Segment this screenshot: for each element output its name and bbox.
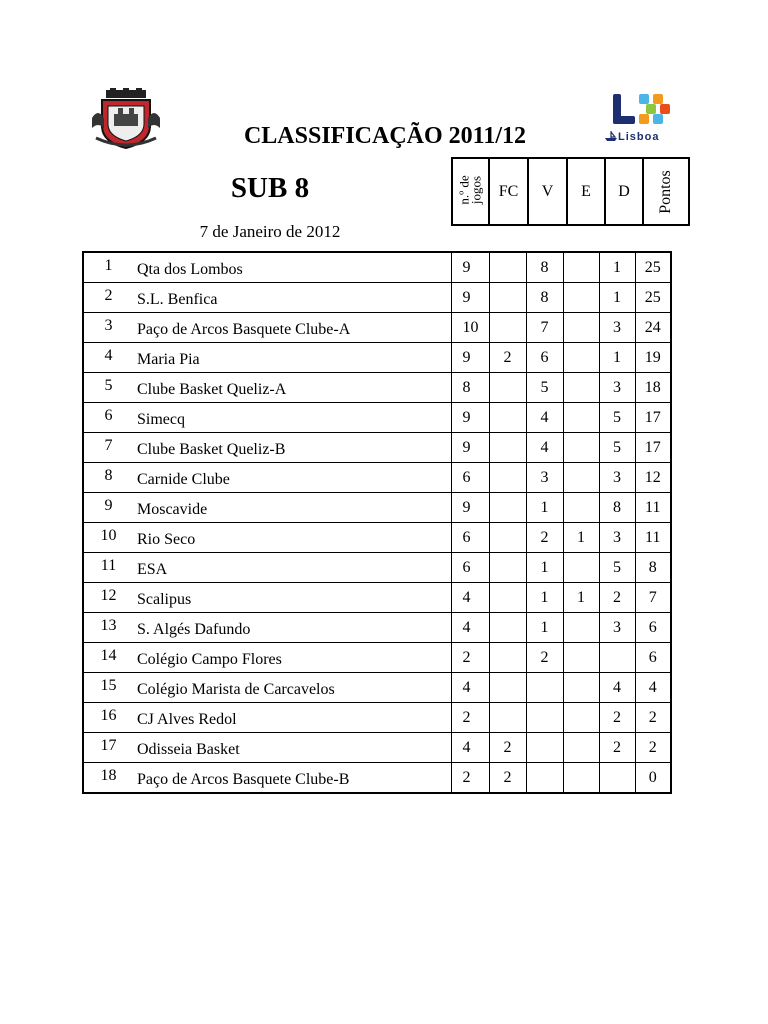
row-d-cell: 1 bbox=[599, 343, 635, 373]
row-position-cell: 11 bbox=[83, 553, 133, 583]
row-fc-cell: 2 bbox=[489, 733, 526, 763]
row-games-cell: 9 bbox=[451, 252, 489, 283]
header-points-label: Pontos bbox=[656, 169, 674, 214]
row-fc-cell bbox=[489, 433, 526, 463]
row-points-cell: 19 bbox=[635, 343, 671, 373]
lisboa-logo-text: Lisboa bbox=[618, 131, 660, 143]
row-fc-cell bbox=[489, 613, 526, 643]
row-team-cell: Odisseia Basket bbox=[133, 733, 451, 763]
lisboa-logo-label bbox=[604, 131, 684, 147]
row-games-cell: 9 bbox=[451, 343, 489, 373]
row-games-cell: 2 bbox=[451, 703, 489, 733]
row-games-cell: 4 bbox=[451, 583, 489, 613]
row-points-cell: 25 bbox=[635, 283, 671, 313]
table-row bbox=[83, 703, 671, 733]
row-games-cell: 6 bbox=[451, 523, 489, 553]
row-e-cell bbox=[563, 283, 599, 313]
row-d-cell: 2 bbox=[599, 583, 635, 613]
row-d-cell: 2 bbox=[599, 703, 635, 733]
row-fc-cell bbox=[489, 703, 526, 733]
table-row bbox=[83, 463, 671, 493]
row-fc-cell bbox=[489, 252, 526, 283]
row-e-cell bbox=[563, 703, 599, 733]
row-team-cell: Colégio Campo Flores bbox=[133, 643, 451, 673]
row-e-cell bbox=[563, 643, 599, 673]
row-position-cell: 13 bbox=[83, 613, 133, 643]
row-team-cell: Maria Pia bbox=[133, 343, 451, 373]
table-row bbox=[83, 553, 671, 583]
row-team-cell: Paço de Arcos Basquete Clube-A bbox=[133, 313, 451, 343]
row-position-cell: 3 bbox=[83, 313, 133, 343]
row-e-cell bbox=[563, 403, 599, 433]
row-d-cell: 8 bbox=[599, 493, 635, 523]
row-d-cell: 3 bbox=[599, 613, 635, 643]
row-position-cell: 5 bbox=[83, 373, 133, 403]
row-v-cell: 1 bbox=[526, 493, 563, 523]
row-games-cell: 9 bbox=[451, 433, 489, 463]
row-v-cell: 3 bbox=[526, 463, 563, 493]
row-points-cell: 6 bbox=[635, 613, 671, 643]
row-games-cell: 4 bbox=[451, 673, 489, 703]
row-points-cell: 8 bbox=[635, 553, 671, 583]
row-fc-cell bbox=[489, 643, 526, 673]
row-position-cell: 1 bbox=[83, 252, 133, 283]
table-row bbox=[83, 313, 671, 343]
row-team-cell: Carnide Clube bbox=[133, 463, 451, 493]
row-position-cell: 7 bbox=[83, 433, 133, 463]
row-fc-cell: 2 bbox=[489, 343, 526, 373]
row-v-cell: 6 bbox=[526, 343, 563, 373]
row-team-cell: Simecq bbox=[133, 403, 451, 433]
row-e-cell: 1 bbox=[563, 523, 599, 553]
row-d-cell: 5 bbox=[599, 403, 635, 433]
row-points-cell: 11 bbox=[635, 523, 671, 553]
row-e-cell bbox=[563, 763, 599, 794]
table-row bbox=[83, 673, 671, 703]
row-v-cell bbox=[526, 673, 563, 703]
table-row bbox=[83, 523, 671, 553]
row-v-cell: 8 bbox=[526, 283, 563, 313]
row-games-cell: 8 bbox=[451, 373, 489, 403]
row-games-cell: 6 bbox=[451, 463, 489, 493]
row-team-cell: S. Algés Dafundo bbox=[133, 613, 451, 643]
row-position-cell: 2 bbox=[83, 283, 133, 313]
row-d-cell: 3 bbox=[599, 373, 635, 403]
row-e-cell bbox=[563, 553, 599, 583]
row-position-cell: 12 bbox=[83, 583, 133, 613]
row-points-cell: 12 bbox=[635, 463, 671, 493]
row-team-cell: Clube Basket Queliz-B bbox=[133, 433, 451, 463]
row-fc-cell bbox=[489, 523, 526, 553]
table-row bbox=[83, 643, 671, 673]
table-row bbox=[83, 733, 671, 763]
row-d-cell: 1 bbox=[599, 283, 635, 313]
row-points-cell: 4 bbox=[635, 673, 671, 703]
row-fc-cell bbox=[489, 283, 526, 313]
row-points-cell: 17 bbox=[635, 403, 671, 433]
row-points-cell: 7 bbox=[635, 583, 671, 613]
lisboa-ship-icon bbox=[604, 131, 618, 142]
row-position-cell: 14 bbox=[83, 643, 133, 673]
table-row bbox=[83, 613, 671, 643]
row-e-cell bbox=[563, 252, 599, 283]
row-d-cell: 3 bbox=[599, 523, 635, 553]
row-fc-cell bbox=[489, 583, 526, 613]
header-fc: FC bbox=[489, 158, 528, 225]
row-e-cell bbox=[563, 733, 599, 763]
row-games-cell: 9 bbox=[451, 493, 489, 523]
standings-table bbox=[82, 251, 672, 794]
row-position-cell: 18 bbox=[83, 763, 133, 794]
header-d: D bbox=[605, 158, 643, 225]
municipal-crest-icon bbox=[92, 88, 160, 150]
row-v-cell bbox=[526, 703, 563, 733]
row-fc-cell bbox=[489, 313, 526, 343]
row-games-cell: 6 bbox=[451, 553, 489, 583]
lisboa-logo-icon bbox=[605, 90, 677, 132]
row-games-cell: 4 bbox=[451, 733, 489, 763]
row-points-cell: 6 bbox=[635, 643, 671, 673]
row-team-cell: Clube Basket Queliz-A bbox=[133, 373, 451, 403]
row-games-cell: 10 bbox=[451, 313, 489, 343]
row-fc-cell: 2 bbox=[489, 763, 526, 794]
table-row bbox=[83, 403, 671, 433]
row-team-cell: ESA bbox=[133, 553, 451, 583]
row-team-cell: CJ Alves Redol bbox=[133, 703, 451, 733]
header-games-line2: jogos bbox=[468, 175, 484, 205]
row-e-cell bbox=[563, 433, 599, 463]
row-points-cell: 18 bbox=[635, 373, 671, 403]
header-points bbox=[643, 158, 689, 225]
row-d-cell: 2 bbox=[599, 733, 635, 763]
row-d-cell: 3 bbox=[599, 313, 635, 343]
row-position-cell: 6 bbox=[83, 403, 133, 433]
row-v-cell bbox=[526, 733, 563, 763]
row-position-cell: 16 bbox=[83, 703, 133, 733]
table-row bbox=[83, 373, 671, 403]
row-d-cell bbox=[599, 763, 635, 794]
row-team-cell: Rio Seco bbox=[133, 523, 451, 553]
header-e: E bbox=[567, 158, 605, 225]
table-row bbox=[83, 493, 671, 523]
row-points-cell: 2 bbox=[635, 703, 671, 733]
row-v-cell: 4 bbox=[526, 403, 563, 433]
row-position-cell: 15 bbox=[83, 673, 133, 703]
row-v-cell: 5 bbox=[526, 373, 563, 403]
document-title: CLASSIFICAÇÃO 2011/12 bbox=[243, 123, 527, 149]
row-e-cell bbox=[563, 463, 599, 493]
row-fc-cell bbox=[489, 673, 526, 703]
row-position-cell: 9 bbox=[83, 493, 133, 523]
row-fc-cell bbox=[489, 463, 526, 493]
row-fc-cell bbox=[489, 553, 526, 583]
table-row bbox=[83, 252, 671, 283]
table-row bbox=[83, 433, 671, 463]
table-row bbox=[83, 343, 671, 373]
row-e-cell bbox=[563, 673, 599, 703]
row-games-cell: 9 bbox=[451, 283, 489, 313]
row-d-cell bbox=[599, 643, 635, 673]
row-team-cell: Colégio Marista de Carcavelos bbox=[133, 673, 451, 703]
row-games-cell: 9 bbox=[451, 403, 489, 433]
row-d-cell: 1 bbox=[599, 252, 635, 283]
row-v-cell: 2 bbox=[526, 523, 563, 553]
row-position-cell: 4 bbox=[83, 343, 133, 373]
row-e-cell bbox=[563, 343, 599, 373]
row-position-cell: 8 bbox=[83, 463, 133, 493]
row-team-cell: Scalipus bbox=[133, 583, 451, 613]
row-v-cell: 8 bbox=[526, 252, 563, 283]
header-games bbox=[452, 158, 489, 225]
row-v-cell: 2 bbox=[526, 643, 563, 673]
table-row bbox=[83, 583, 671, 613]
document-date: 7 de Janeiro de 2012 bbox=[199, 222, 341, 241]
row-points-cell: 0 bbox=[635, 763, 671, 794]
category-title: SUB 8 bbox=[230, 172, 310, 204]
row-points-cell: 11 bbox=[635, 493, 671, 523]
row-position-cell: 17 bbox=[83, 733, 133, 763]
header-v: V bbox=[528, 158, 567, 225]
row-e-cell bbox=[563, 373, 599, 403]
row-fc-cell bbox=[489, 373, 526, 403]
table-row bbox=[83, 283, 671, 313]
row-v-cell: 1 bbox=[526, 553, 563, 583]
row-v-cell: 4 bbox=[526, 433, 563, 463]
row-games-cell: 2 bbox=[451, 643, 489, 673]
row-points-cell: 24 bbox=[635, 313, 671, 343]
row-points-cell: 17 bbox=[635, 433, 671, 463]
row-team-cell: Moscavide bbox=[133, 493, 451, 523]
row-v-cell: 1 bbox=[526, 583, 563, 613]
row-points-cell: 25 bbox=[635, 252, 671, 283]
row-position-cell: 10 bbox=[83, 523, 133, 553]
row-d-cell: 5 bbox=[599, 433, 635, 463]
row-e-cell bbox=[563, 313, 599, 343]
row-fc-cell bbox=[489, 493, 526, 523]
row-e-cell: 1 bbox=[563, 583, 599, 613]
row-d-cell: 3 bbox=[599, 463, 635, 493]
row-e-cell bbox=[563, 613, 599, 643]
row-points-cell: 2 bbox=[635, 733, 671, 763]
row-games-cell: 2 bbox=[451, 763, 489, 794]
table-row bbox=[83, 763, 671, 794]
row-team-cell: Paço de Arcos Basquete Clube-B bbox=[133, 763, 451, 794]
row-fc-cell bbox=[489, 403, 526, 433]
header-games-line1: n.º de bbox=[456, 175, 472, 205]
row-v-cell: 7 bbox=[526, 313, 563, 343]
row-d-cell: 5 bbox=[599, 553, 635, 583]
row-team-cell: S.L. Benfica bbox=[133, 283, 451, 313]
row-games-cell: 4 bbox=[451, 613, 489, 643]
row-v-cell bbox=[526, 763, 563, 794]
row-e-cell bbox=[563, 493, 599, 523]
column-header-table bbox=[451, 157, 690, 226]
row-team-cell: Qta dos Lombos bbox=[133, 252, 451, 283]
row-v-cell: 1 bbox=[526, 613, 563, 643]
row-d-cell: 4 bbox=[599, 673, 635, 703]
